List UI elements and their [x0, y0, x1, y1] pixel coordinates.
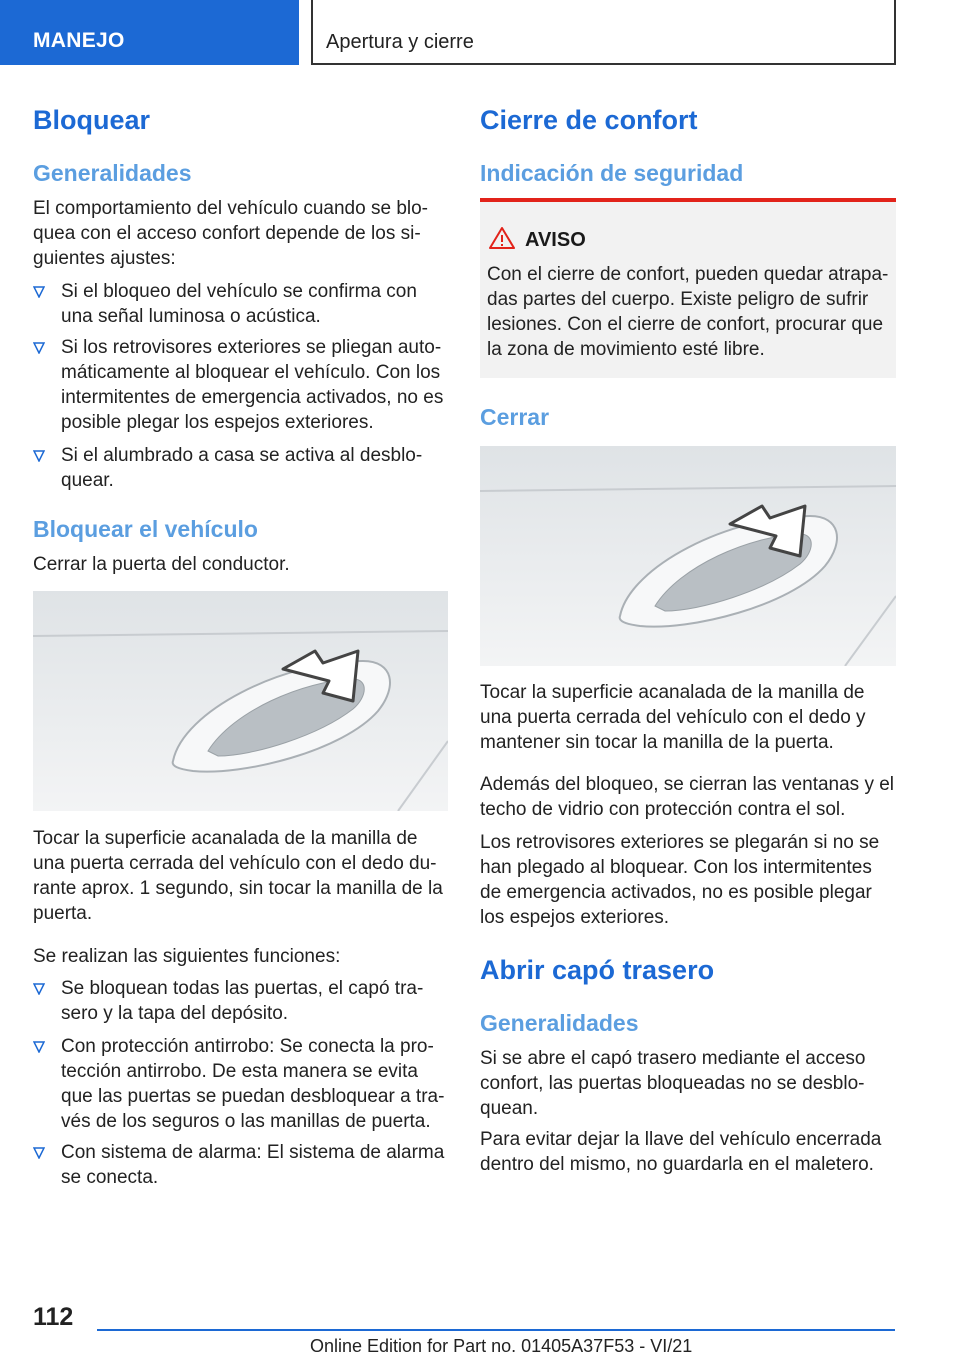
page-number: 112 — [33, 1303, 74, 1331]
list-item: Si los retrovisores exteriores se pliegan auto-máticamente al bloquear el vehículo. Con los intermitentes de emergencia activados, no es posible plegar los espejos exteriores. — [33, 335, 448, 435]
paragraph-tocar-confort: Tocar la superficie acanalada de la manilla de una puerta cerrada del vehículo con el dedo y mantener sin tocar la manilla de la puerta. — [480, 682, 866, 753]
paragraph-tocar: Tocar la superficie acanalada de la manilla de una puerta cerrada del vehículo con el dedo du-rante aprox. 1 segundo, sin tocar la manilla de la puerta. — [33, 828, 443, 924]
triangle-bullet-icon — [33, 286, 45, 298]
paragraph-funciones: Se realizan las siguientes funciones: — [33, 946, 341, 967]
section-tab — [0, 0, 299, 65]
paragraph-intro: El comportamiento del vehículo cuando se blo-quea con el acceso confort depende de los si-guientes ajustes: — [33, 198, 429, 269]
list-item: Si el bloqueo del vehículo se confirma con una señal luminosa o acústica. — [33, 279, 448, 329]
heading-indicacion-seguridad: Indicación de seguridad — [480, 160, 744, 186]
triangle-bullet-icon — [33, 1041, 45, 1053]
heading-bloquear: Bloquear — [33, 105, 151, 135]
warning-title: AVISO — [525, 229, 586, 251]
door-handle-illustration — [33, 591, 448, 811]
triangle-bullet-icon — [33, 342, 45, 354]
warning-text: Con el cierre de confort, pueden quedar atrapa-das partes del cuerpo. Existe peligro de sufrir lesiones. Con el cierre de confort, procurar que la zona de movimiento esté libre. — [487, 264, 889, 360]
footer-divider — [97, 1329, 895, 1331]
heading-generalidades-capo: Generalidades — [480, 1010, 639, 1036]
paragraph-cerrar-puerta: Cerrar la puerta del conductor. — [33, 554, 290, 575]
paragraph-capo: Si se abre el capó trasero mediante el acceso confort, las puertas bloqueadas no se desblo-quean. — [480, 1048, 866, 1119]
paragraph-ademas: Además del bloqueo, se cierran las ventanas y el techo de vidrio con protección contra el sol. — [480, 774, 895, 820]
section-title: MANEJO — [33, 29, 125, 52]
paragraph-llave: Para evitar dejar la llave del vehículo encerrada dentro del mismo, no guardarla en el maletero. — [480, 1129, 882, 1175]
heading-cierre-confort: Cierre de confort — [480, 105, 698, 135]
heading-cerrar: Cerrar — [480, 404, 550, 430]
heading-abrir-capo: Abrir capó trasero — [480, 955, 715, 985]
heading-generalidades: Generalidades — [33, 160, 192, 186]
paragraph-retrovisores: Los retrovisores exteriores se plegarán si no se han plegado al bloquear. Con los intermitentes de emergencia activados, no es posible plegar los espejos exteriores. — [480, 832, 880, 928]
warning-box — [480, 198, 896, 378]
triangle-bullet-icon — [33, 983, 45, 995]
list-item: Se bloquean todas las puertas, el capó tra-sero y la tapa del depósito. — [33, 976, 448, 1026]
list-item: Con protección antirrobo: Se conecta la pro-tección antirrobo. De esta manera se evita que las puertas se puedan desbloquear a tra-vés de los seguros o las manillas de puerta. — [33, 1034, 448, 1134]
triangle-bullet-icon — [33, 450, 45, 462]
chapter-title: Apertura y cierre — [326, 31, 474, 53]
door-handle-illustration — [480, 446, 896, 666]
triangle-bullet-icon — [33, 1147, 45, 1159]
chapter-header — [311, 0, 896, 65]
footer-edition: Online Edition for Part no. 01405A37F53 - VI/21 — [310, 1336, 693, 1356]
list-item: Con sistema de alarma: El sistema de alarma se conecta. — [33, 1140, 448, 1190]
list-item: Si el alumbrado a casa se activa al desblo-quear. — [33, 443, 448, 493]
warning-triangle-icon — [488, 226, 516, 250]
heading-bloquear-vehiculo: Bloquear el vehículo — [33, 516, 258, 542]
